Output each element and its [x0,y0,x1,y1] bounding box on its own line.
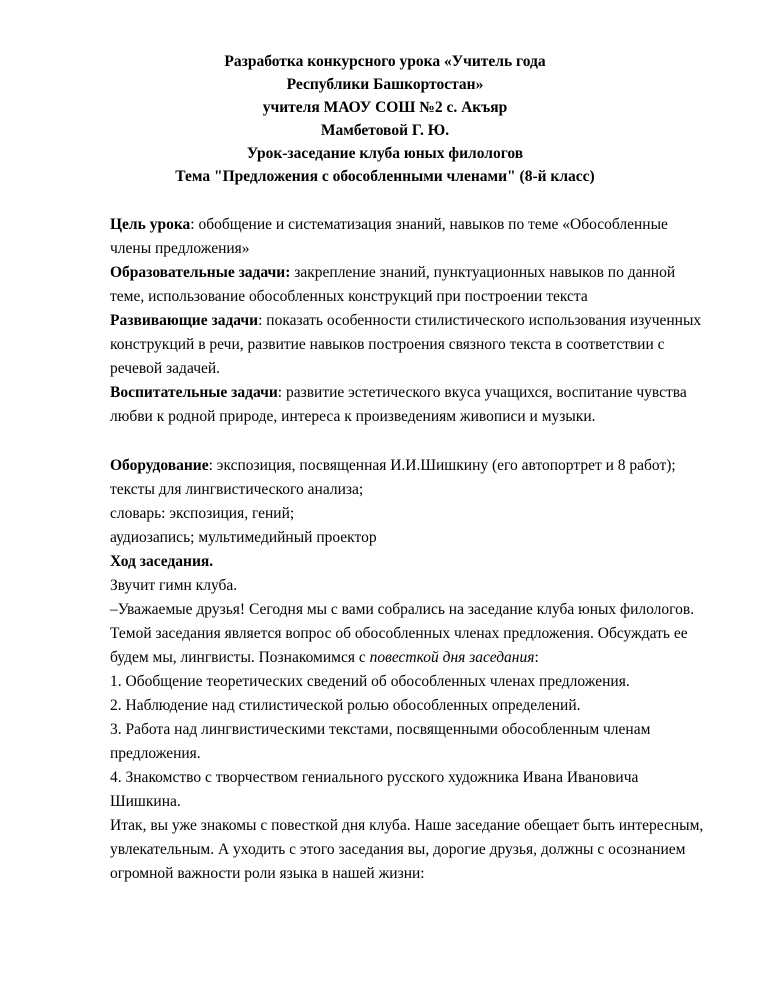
goal-text: : обобщение и систематизация знаний, навыков по теме «Обособленные члены предложения» [110,216,668,257]
intro-colon: : [534,649,539,666]
equipment-text: : экспозиция, посвященная И.И.Шишкину (его автопортрет и 8 работ); [208,457,676,474]
dev-tasks-paragraph [110,309,712,381]
header-line-3: учителя МАОУ СОШ №2 с. Акъяр [262,99,508,116]
header-line-2: Республики Башкортостан» [286,76,484,93]
upbr-tasks-label: Воспитательные задачи [110,384,278,401]
closing-paragraph: Итак, вы уже знакомы с повесткой дня клуба. Наше заседание обещает быть интересным, увлекательным. А уходить с этого заседания вы, дорогие друзья, должны с осознанием огромной важности роли языка в нашей жизни: [110,817,704,882]
edu-tasks-paragraph [110,261,712,309]
header-line-5: Урок-заседание клуба юных филологов [246,145,524,162]
equipment-line-2: тексты для лингвистического анализа; [110,481,364,498]
edu-tasks-label: Образовательные задачи: [110,264,291,281]
header-line-6: Тема "Предложения с обособленными членами" (8-й класс) [175,168,595,185]
goal-label: Цель урока [110,216,191,233]
upbr-tasks-text: : развитие эстетического вкуса учащихся, воспитание чувства любви к родной природе, интереса к произведениям живописи и музыки. [110,384,687,425]
agenda-item-3: 3. Работа над лингвистическими текстами, посвященными обособленным членам предложения. [110,721,651,762]
spacer [110,188,712,213]
agenda-item-2: 2. Наблюдение над стилистической ролью обособленных определений. [110,697,581,714]
dev-tasks-label: Развивающие задачи [110,312,259,329]
lesson-goals [110,213,712,429]
goal-paragraph [110,213,712,261]
intro-text: –Уважаемые друзья! Сегодня мы с вами собрались на заседание клуба юных филологов. Темой заседания является вопрос об обособленных членах предложения. Обсуждать ее будем мы, лингвисты. Познакомимся с [110,601,695,666]
session-heading: Ход заседания. [110,553,214,570]
edu-tasks-text: закрепление знаний, пунктуационных навыков по данной теме, использование обособленных конструкций при построении текста [110,264,676,305]
equipment-label: Оборудование [110,457,209,474]
header-line-4: Мамбетовой Г. Ю. [320,122,450,139]
equipment-paragraph [110,454,712,478]
intro-paragraph [110,598,712,670]
agenda-item-4: 4. Знакомство с творчеством гениального русского художника Ивана Ивановича Шишкина. [110,769,639,810]
upbr-tasks-paragraph [110,381,712,429]
equipment-line-3: словарь: экспозиция, гений; [110,505,295,522]
header-line-1: Разработка конкурсного урока «Учитель года [224,53,546,70]
dev-tasks-text: : показать особенности стилистического использования изученных конструкций в речи, развитие навыков построения связного текста в соответствии с речевой задачей. [110,312,702,377]
spacer [110,429,712,454]
session-section [110,550,712,886]
agenda-item-1: 1. Обобщение теоретических сведений об обособленных членах предложения. [110,673,630,690]
agenda-phrase: повесткой дня заседания [369,649,535,666]
equipment-line-4: аудиозапись; мультимедийный проектор [110,529,377,546]
equipment-section [110,454,712,550]
document-header [110,50,660,188]
anthem-line: Звучит гимн клуба. [110,577,238,594]
